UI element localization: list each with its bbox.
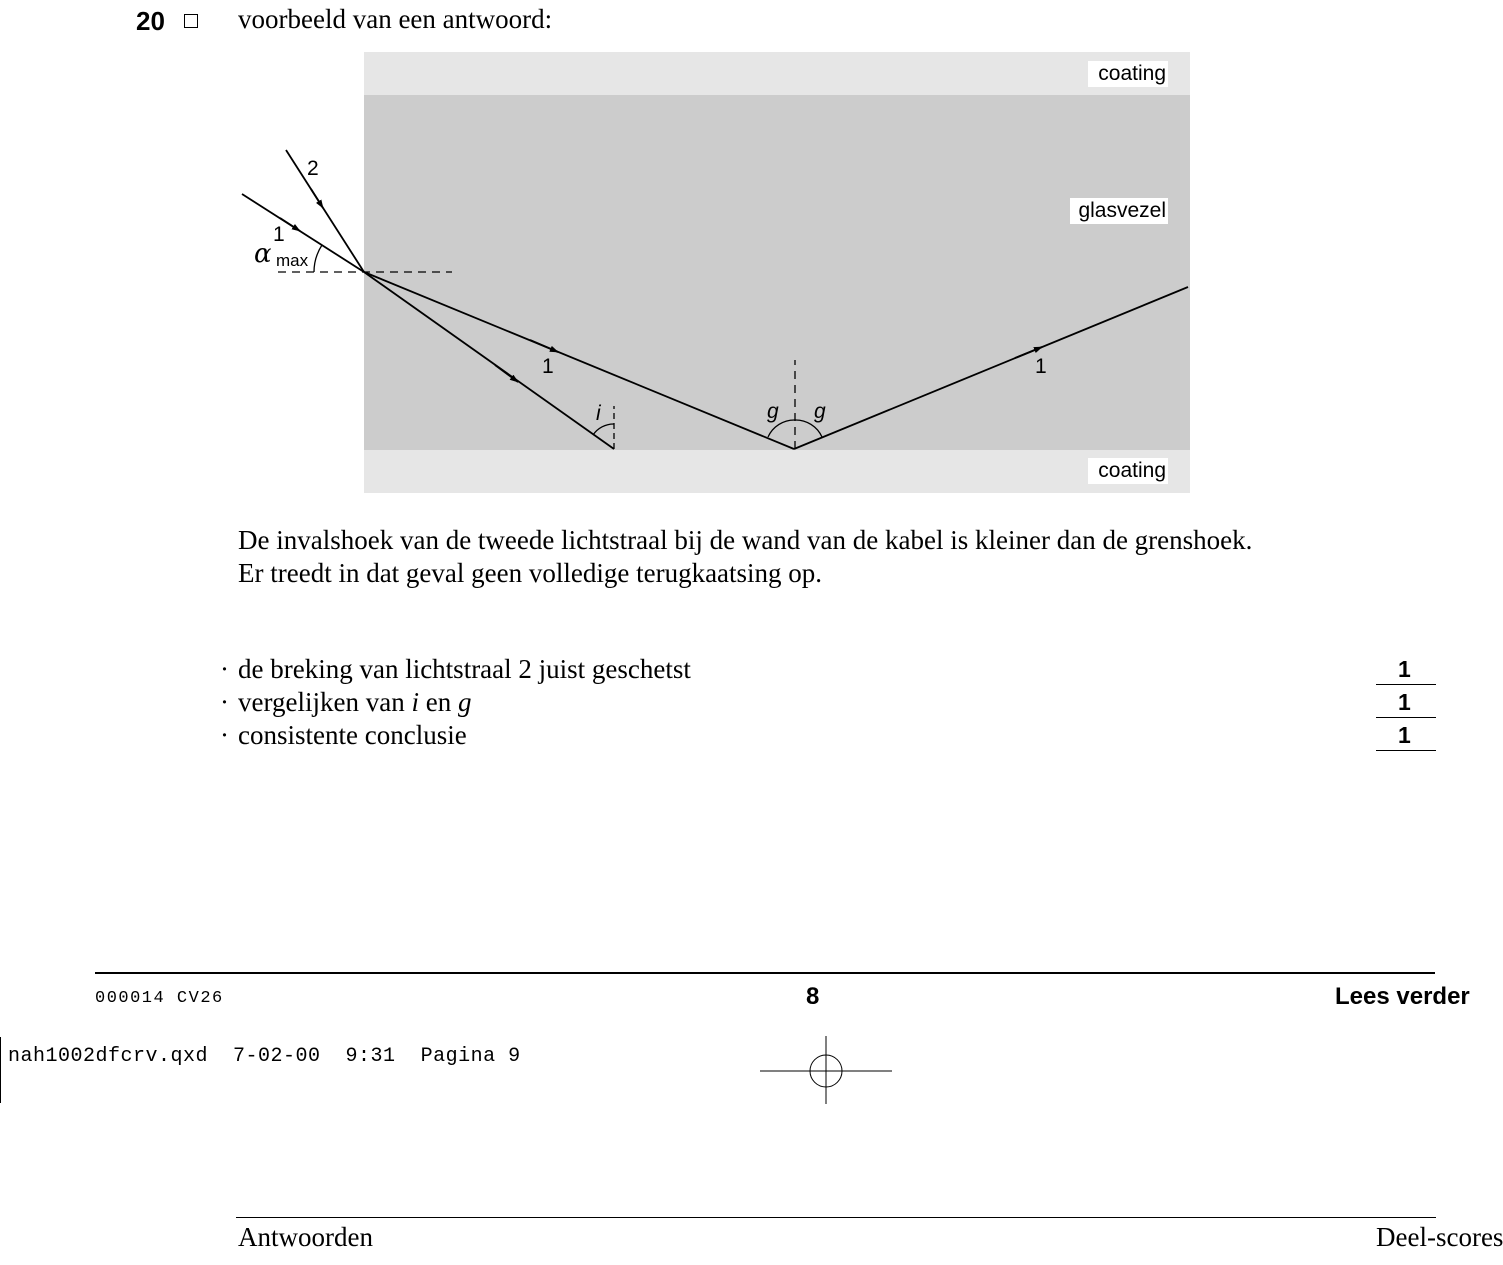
registration-crosshair-icon (758, 1036, 894, 1106)
coating-bottom-label: coating (1098, 459, 1166, 482)
explanation-line: De invalshoek van de tweede lichtstraal bij de wand van de kabel is kleiner dan de grenshoek. (238, 525, 1253, 555)
optical-fiber-diagram (230, 40, 1200, 510)
slug-bar (0, 1037, 1, 1103)
column-title: Deel-scores (1376, 1222, 1503, 1252)
page-number: 8 (806, 983, 820, 1010)
criterion-text: de breking van lichtstraal 2 juist geschetst (238, 654, 691, 684)
angle-g-left-label: g (767, 400, 779, 423)
alpha-symbol: α (254, 239, 272, 269)
answer-explanation (238, 524, 1278, 589)
fiber-label: glasvezel (1078, 199, 1166, 222)
angle-i-label: i (596, 402, 601, 425)
ray2-label: 2 (307, 157, 319, 180)
question-number: 20 (136, 6, 165, 36)
criterion-score: 1 (1376, 654, 1436, 685)
bullet: · (220, 687, 229, 717)
coating-top-label: coating (1098, 62, 1166, 85)
explanation-line: Er treedt in dat geval geen volledige terugkaatsing op. (238, 557, 823, 588)
criterion-row (220, 720, 467, 751)
ray1-reflected-label: 1 (1035, 355, 1047, 378)
criterion-score: 1 (1376, 720, 1436, 751)
criterion-text: vergelijken van (238, 687, 412, 717)
alpha-max-arc (314, 245, 322, 272)
footer-code: 000014 CV26 (95, 989, 224, 1008)
ray1-incoming-label: 1 (273, 223, 285, 246)
coating-top-layer (364, 52, 1190, 95)
criterion-text: consistente conclusie (238, 720, 467, 750)
section-title: Antwoorden (238, 1222, 373, 1252)
angle-g-right-label: g (814, 400, 826, 423)
fiber-core (364, 95, 1190, 450)
bottom-rule (236, 1217, 1436, 1218)
criterion-row (220, 654, 691, 685)
criterion-variable: i (411, 687, 419, 717)
ray2-incoming-arrow (311, 189, 323, 208)
alpha-subscript: max (276, 251, 309, 270)
criterion-text: en (418, 687, 458, 717)
question-intro: voorbeeld van een antwoord: (238, 4, 553, 34)
question-checkbox[interactable] (184, 14, 198, 28)
bullet: · (220, 720, 229, 750)
print-slug: nah1002dfcrv.qxd 7-02-00 9:31 Pagina 9 (8, 1045, 521, 1068)
footer-rule (95, 972, 1435, 974)
criterion-score: 1 (1376, 687, 1436, 718)
continue-label: Lees verder (1335, 983, 1470, 1010)
ray1-refracted-label: 1 (542, 355, 554, 378)
criterion-variable: g (457, 687, 472, 717)
bullet: · (220, 654, 229, 684)
coating-bottom-layer (364, 450, 1190, 493)
criterion-row (220, 687, 471, 718)
